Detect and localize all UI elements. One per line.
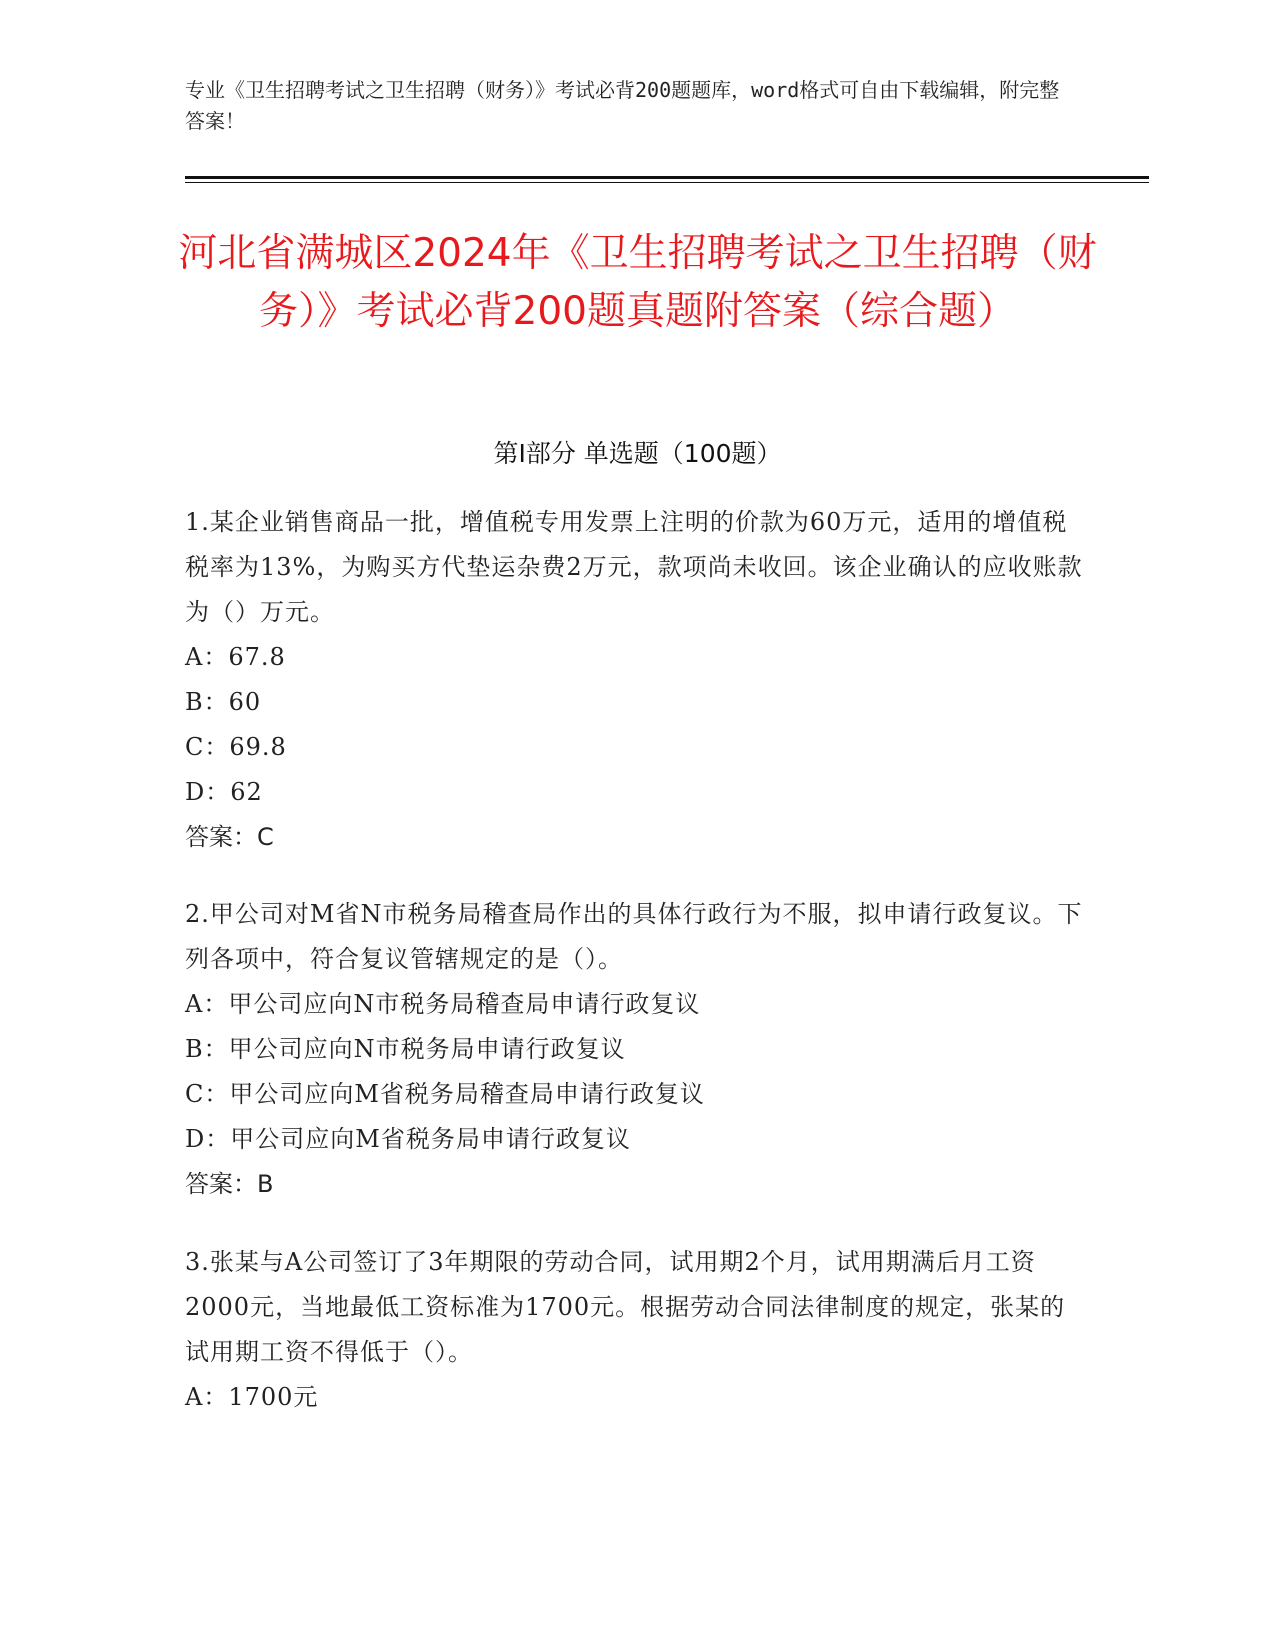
question-2 <box>185 892 1090 1207</box>
question-3 <box>185 1240 1090 1420</box>
option-a: A：67.8 <box>185 643 286 671</box>
option-d: D：62 <box>185 778 263 806</box>
question-stem: 3.张某与A公司签订了3年期限的劳动合同，试用期2个月，试用期满后月工资2000元，当地最低工资标准为1700元。根据劳动合同法律制度的规定，张某的试用期工资不得低于（）。 <box>185 1248 1066 1366</box>
option-a: A：甲公司应向N市税务局稽查局申请行政复议 <box>185 990 701 1018</box>
header-rule-thin <box>185 182 1149 183</box>
option-d: D：甲公司应向M省税务局申请行政复议 <box>185 1125 631 1153</box>
option-b: B：60 <box>185 688 262 716</box>
document-title: 河北省满城区2024年《卫生招聘考试之卫生招聘（财务）》考试必背200题真题附答案（综合题） <box>178 231 1097 334</box>
option-c: C：69.8 <box>185 733 287 761</box>
header-note: 专业《卫生招聘考试之卫生招聘（财务）》考试必背200题题库，word格式可自由下载编辑，附完整答案！ <box>185 78 1060 133</box>
question-stem: 1.某企业销售商品一批，增值税专用发票上注明的价款为60万元，适用的增值税税率为13%，为购买方代垫运杂费2万元，款项尚未收回。该企业确认的应收账款为（）万元。 <box>185 508 1083 626</box>
answer: 答案：B <box>185 1170 274 1198</box>
option-c: C：甲公司应向M省税务局稽查局申请行政复议 <box>185 1080 705 1108</box>
option-a: A：1700元 <box>185 1383 319 1411</box>
option-b: B：甲公司应向N市税务局申请行政复议 <box>185 1035 626 1063</box>
question-1 <box>185 500 1090 860</box>
section-title: 第I部分 单选题（100题） <box>493 439 782 468</box>
header-rule-thick <box>185 176 1149 179</box>
answer: 答案：C <box>185 823 274 851</box>
question-stem: 2.甲公司对M省N市税务局稽查局作出的具体行政行为不服，拟申请行政复议。下列各项中，符合复议管辖规定的是（）。 <box>185 900 1083 973</box>
